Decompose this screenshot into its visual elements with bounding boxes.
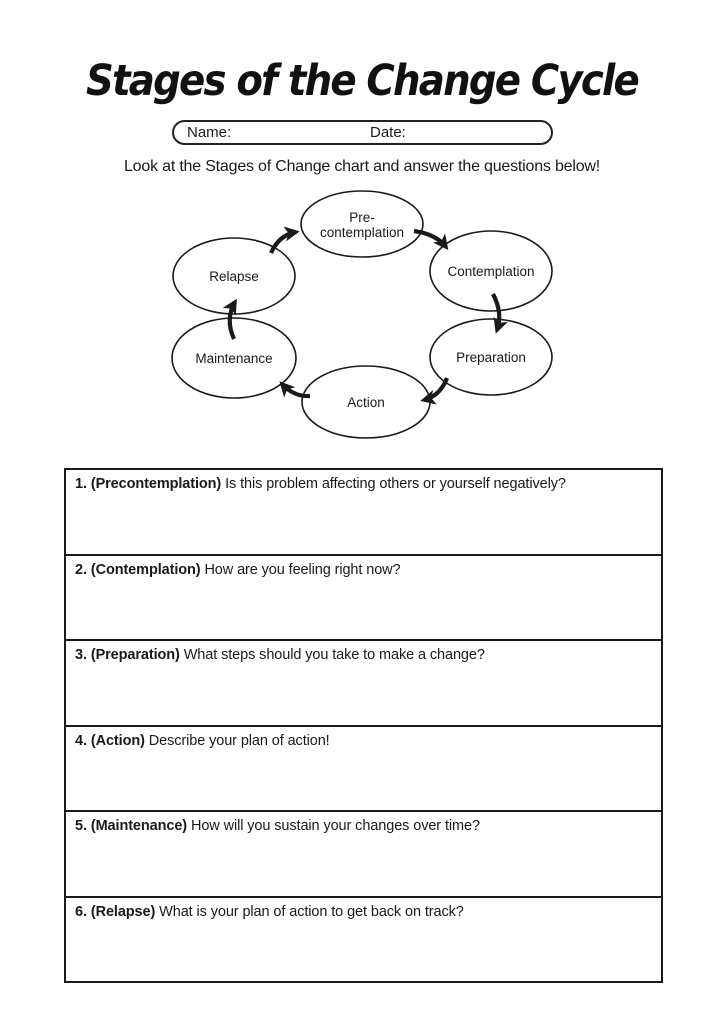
question-body: What is your plan of action to get back on track?: [159, 903, 464, 920]
question-body: How are you feeling right now?: [204, 561, 401, 578]
question-text-6: [75, 903, 652, 921]
question-stage: (Action): [90, 732, 145, 749]
answer-space-5[interactable]: [75, 835, 652, 890]
question-number: 6.: [75, 903, 87, 920]
question-text-4: [75, 732, 652, 750]
question-stage: (Preparation): [90, 647, 180, 663]
node-precontemplation-label-line1: Pre-: [349, 210, 375, 225]
question-row-4: [66, 725, 661, 811]
name-label: Name:: [187, 124, 232, 141]
question-body: Describe your plan of action!: [148, 732, 330, 749]
arrow-preparation-to-action: [424, 378, 447, 400]
question-number: 3.: [75, 647, 87, 663]
question-row-3: [66, 639, 661, 725]
question-number: 2.: [75, 561, 87, 578]
arrow-precontemplation-to-contemplation: [414, 231, 446, 247]
question-number: 1.: [75, 476, 87, 492]
question-number: 4.: [75, 732, 87, 749]
question-text-5: [75, 817, 652, 835]
arrow-relapse-to-precontemplation: [271, 232, 296, 253]
question-stage: (Precontemplation): [90, 476, 222, 492]
question-row-2: [66, 554, 661, 640]
question-row-5: [66, 810, 661, 896]
name-date-field: [172, 120, 553, 145]
answer-space-3[interactable]: [75, 664, 652, 719]
node-maintenance-label: Maintenance: [195, 351, 273, 366]
answer-space-6[interactable]: [75, 921, 652, 976]
page-title: Stages of the Change Cycle: [86, 56, 638, 106]
answer-space-4[interactable]: [75, 750, 652, 805]
answer-space-2[interactable]: [75, 579, 652, 634]
name-fill-area[interactable]: [236, 122, 366, 143]
instruction-text: Look at the Stages of Change chart and answer the questions below!: [123, 158, 600, 175]
question-row-6: [66, 896, 661, 982]
node-action-label: Action: [347, 395, 385, 410]
node-precontemplation-label-line2: contemplation: [319, 225, 405, 240]
question-body: What steps should you take to make a change?: [183, 647, 485, 663]
question-row-1: [66, 470, 661, 554]
question-text-2: [75, 561, 652, 579]
node-contemplation-label: Contemplation: [447, 264, 535, 279]
date-fill-area[interactable]: [412, 122, 547, 143]
stages-of-change-cycle-diagram: [150, 182, 600, 460]
node-relapse-label: Relapse: [209, 269, 259, 284]
question-text-3: [75, 646, 652, 664]
questions-table: [64, 468, 663, 983]
question-body: Is this problem affecting others or yourself negatively?: [225, 476, 566, 492]
date-label: Date:: [370, 124, 406, 141]
question-number: 5.: [75, 818, 87, 834]
question-text-1: [75, 475, 652, 493]
question-stage: (Contemplation): [90, 561, 201, 578]
question-body: How will you sustain your changes over time?: [190, 818, 480, 834]
question-stage: (Relapse): [90, 903, 156, 920]
node-preparation-label: Preparation: [456, 350, 526, 365]
answer-space-1[interactable]: [75, 493, 652, 548]
question-stage: (Maintenance): [90, 818, 188, 834]
